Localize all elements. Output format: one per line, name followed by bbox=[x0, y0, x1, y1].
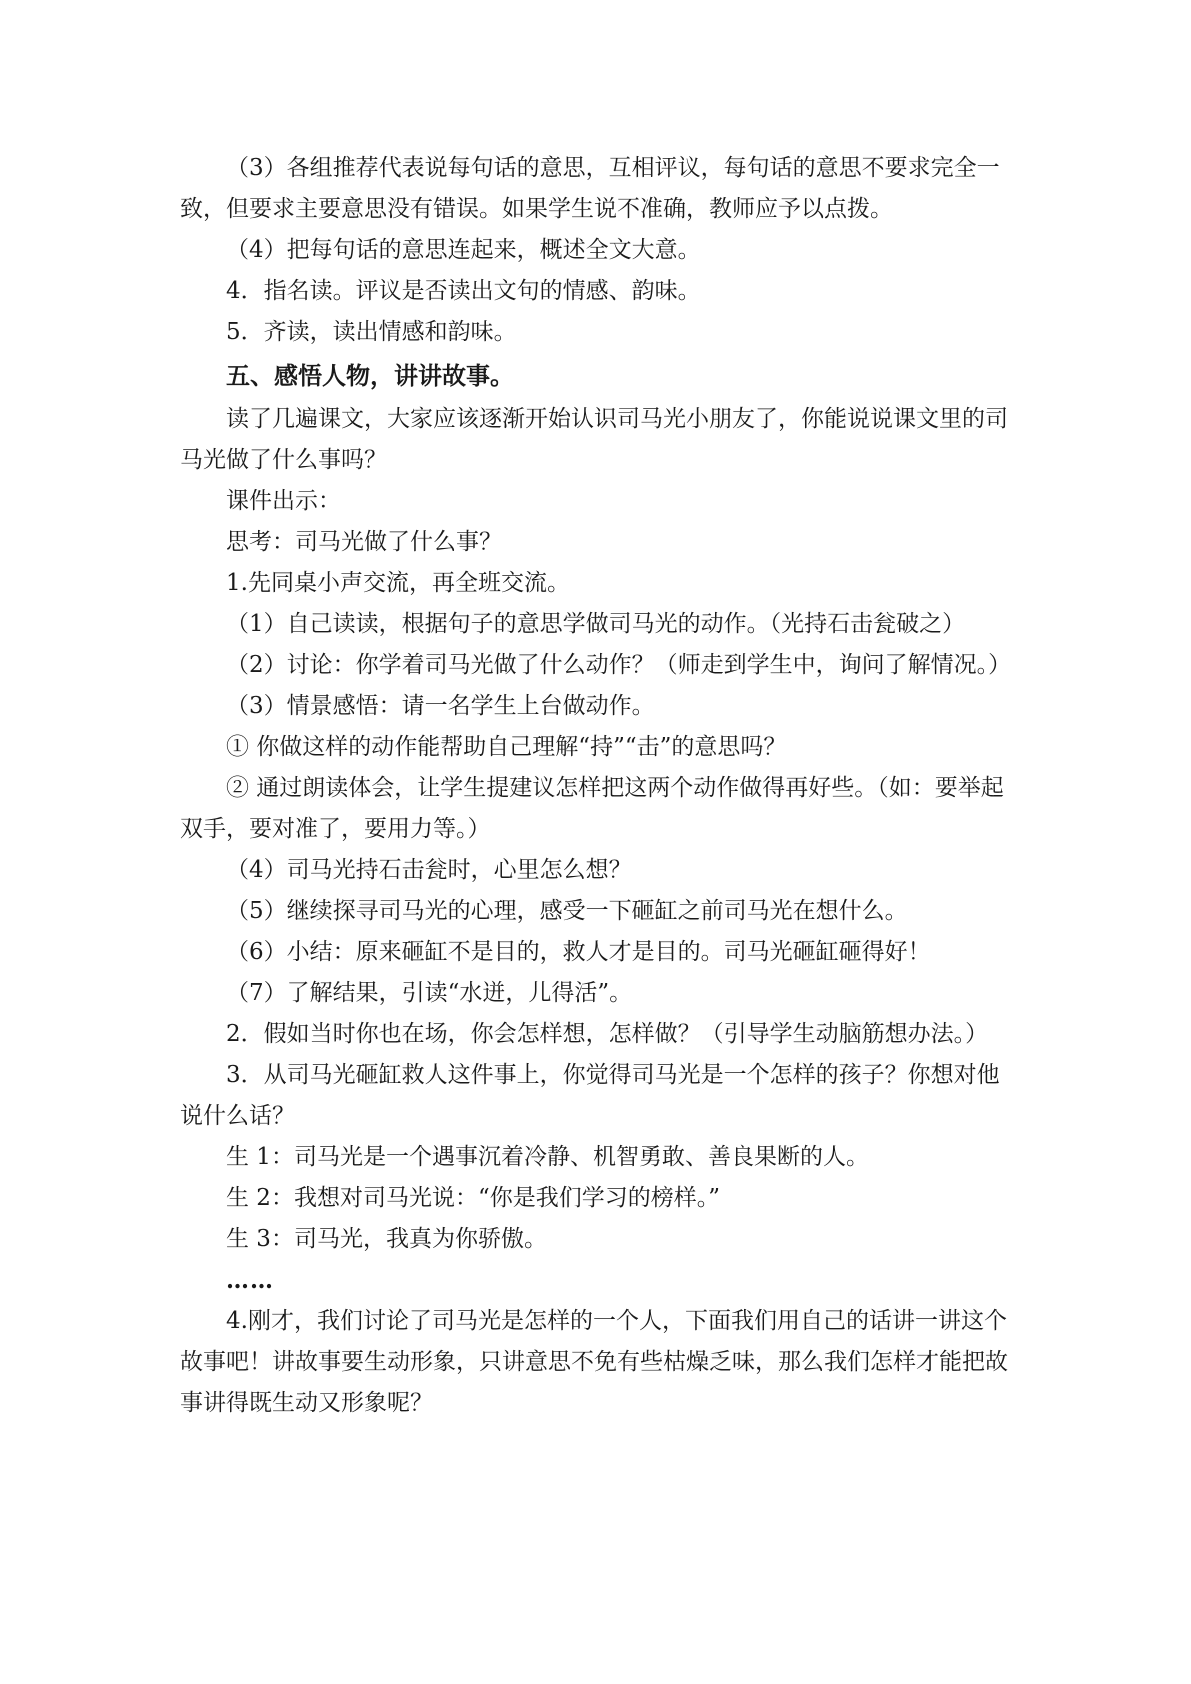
list-item: （2）讨论：你学着司马光做了什么动作？（师走到学生中，询问了解情况。） bbox=[226, 652, 1012, 678]
list-item: 1.先同桌小声交流，再全班交流。 bbox=[226, 570, 570, 596]
paragraph-step-5: 5．齐读，读出情感和韵味。 bbox=[226, 319, 517, 345]
paragraph-group-report: （3）各组推荐代表说每句话的意思，互相评议，每句话的意思不要求完全一致，但要求主要意思没有错误。如果学生说不准确，教师应予以点拨。 bbox=[180, 155, 1000, 222]
list-item: （1）自己读读，根据句子的意思学做司马光的动作。（光持石击瓮破之） bbox=[226, 611, 966, 637]
document-body bbox=[180, 148, 1010, 1424]
student-answer-3: 生 3：司马光，我真为你骄傲。 bbox=[226, 1226, 547, 1252]
list-item: ① 你做这样的动作能帮助自己理解“持”“击”的意思吗？ bbox=[226, 734, 787, 760]
closing-paragraph: 4.刚才，我们讨论了司马光是怎样的一个人，下面我们用自己的话讲一讲这个故事吧！讲故事要生动形象，只讲意思不免有些枯燥乏味，那么我们怎样才能把故事讲得既生动又形象呢？ bbox=[180, 1308, 1008, 1416]
list-item: （4）司马光持石击瓮时，心里怎么想？ bbox=[226, 857, 632, 883]
student-answer-1: 生 1：司马光是一个遇事沉着冷静、机智勇敢、善良果断的人。 bbox=[226, 1144, 869, 1170]
section-heading: 五、感悟人物，讲讲故事。 bbox=[226, 362, 514, 390]
courseware-label: 课件出示： bbox=[226, 488, 341, 514]
list-item: （6）小结：原来砸缸不是目的，救人才是目的。司马光砸缸砸得好！ bbox=[226, 939, 931, 965]
think-question: 思考：司马光做了什么事？ bbox=[226, 529, 502, 555]
list-item: 3．从司马光砸缸救人这件事上，你觉得司马光是一个怎样的孩子？你想对他说什么话？ bbox=[180, 1062, 1000, 1129]
paragraph-summary: （4）把每句话的意思连起来，概述全文大意。 bbox=[226, 237, 701, 263]
list-item: 2．假如当时你也在场，你会怎样想，怎样做？（引导学生动脑筋想办法。） bbox=[226, 1021, 989, 1047]
section-intro: 读了几遍课文，大家应该逐渐开始认识司马光小朋友了，你能说说课文里的司马光做了什么事吗？ bbox=[180, 406, 1008, 473]
student-answer-2: 生 2：我想对司马光说：“你是我们学习的榜样。” bbox=[226, 1185, 720, 1211]
paragraph-step-4: 4．指名读。评议是否读出文句的情感、韵味。 bbox=[226, 278, 701, 304]
list-item: （5）继续探寻司马光的心理，感受一下砸缸之前司马光在想什么。 bbox=[226, 898, 908, 924]
ellipsis: …… bbox=[226, 1267, 274, 1294]
list-item: ② 通过朗读体会，让学生提建议怎样把这两个动作做得再好些。（如：要举起双手，要对准了，要用力等。） bbox=[180, 775, 1004, 842]
list-item: （7）了解结果，引读“水迸，儿得活”。 bbox=[226, 980, 633, 1006]
list-item: （3）情景感悟：请一名学生上台做动作。 bbox=[226, 693, 655, 719]
